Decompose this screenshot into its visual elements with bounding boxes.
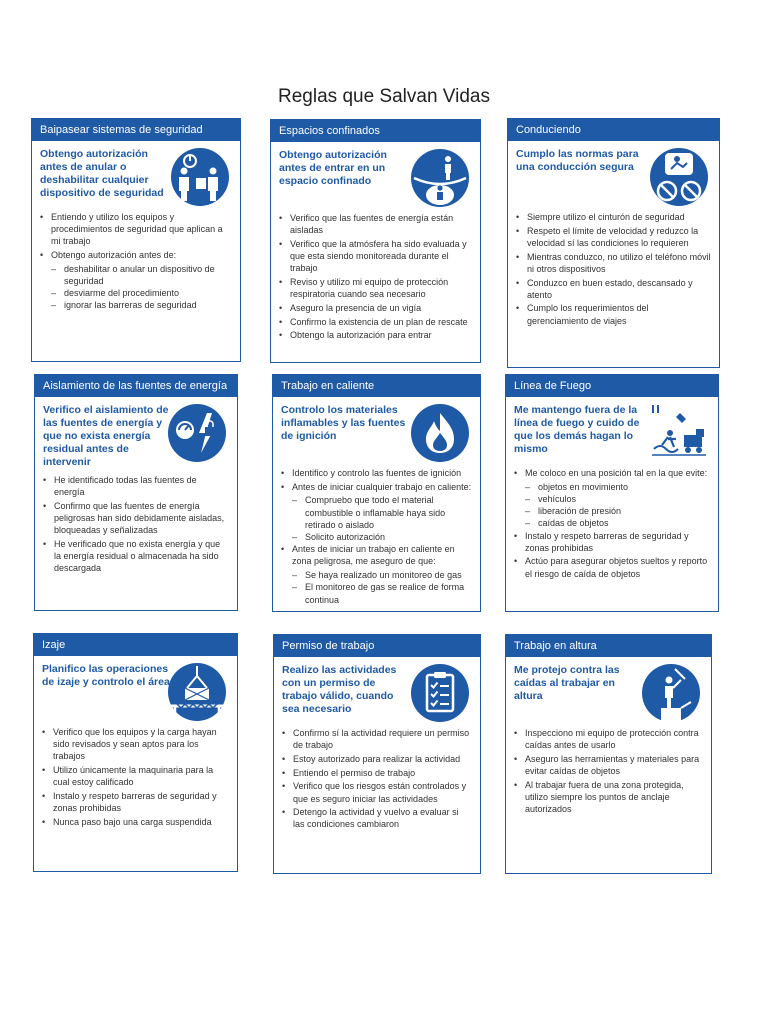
card-heading: Obtengo autorización antes de entrar en un espacio confinado <box>279 149 387 187</box>
crane-load-icon <box>167 662 227 722</box>
card-heading: Verifico el aislamiento de las fuentes de energía y que no exista energía residual antes de intervenir <box>43 404 169 468</box>
rule-subitem: – Compruebo que todo el material combustible o inflamable haya sido retirado o aislado <box>281 494 472 531</box>
rule-item: • Utilizo únicamente la maquinaria para la cual estoy calificado <box>42 764 229 788</box>
card-header: Trabajo en caliente <box>273 375 480 397</box>
rule-card <box>273 634 481 874</box>
checklist-icon <box>410 663 470 723</box>
card-heading: Planifico las operaciones de izaje y controlo el área <box>42 663 170 688</box>
rule-item: • Cumplo los requerimientos del gerenciamiento de viajes <box>516 302 711 326</box>
card-top <box>506 397 718 462</box>
card-heading: Me mantengo fuera de la línea de fuego y cuido de que los demás hagan lo mismo <box>514 404 640 455</box>
rule-item: • Inspecciono mi equipo de protección contra caídas antes de usarlo <box>514 727 703 751</box>
card-top <box>32 141 240 206</box>
rule-item: • Confirmo que las fuentes de energía peligrosas han sido debidamente aisladas, bloqueadas y señalizadas <box>43 500 229 537</box>
rule-item: • Aseguro la presencia de un vigía <box>279 302 472 314</box>
rule-item: • Obtengo la autorización para entrar <box>279 329 472 341</box>
card-header: Conduciendo <box>508 119 719 141</box>
card-header: Izaje <box>34 634 237 656</box>
rule-item: • Al trabajar fuera de una zona protegida, utilizo siempre los puntos de anclaje autorizados <box>514 779 703 816</box>
rule-list <box>506 467 718 580</box>
rule-item: • Verifico que los equipos y la carga hayan sido revisados y sean aptos para los trabajos <box>42 726 229 763</box>
card-top <box>271 142 480 207</box>
rule-item: • He identificado todas las fuentes de energía <box>43 474 229 498</box>
rule-item: • He verificado que no exista energía y que la energía residual o almacenada ha sido descargada <box>43 538 229 575</box>
card-heading: Cumplo las normas para una conducción segura <box>516 148 639 173</box>
rule-item: • Nunca paso bajo una carga suspendida <box>42 816 229 828</box>
rule-item: • Antes de iniciar un trabajo en caliente en zona peligrosa, me aseguro de que: <box>281 543 472 567</box>
card-header: Permiso de trabajo <box>274 635 480 657</box>
rule-card <box>507 118 720 368</box>
card-heading: Realizo las actividades con un permiso de trabajo válido, cuando sea necesario <box>282 664 397 715</box>
card-header: Trabajo en altura <box>506 635 711 657</box>
rule-item: • Respeto el límite de velocidad y reduzco la velocidad sí las condiciones lo requieren <box>516 225 711 249</box>
rule-item: • Estoy autorizado para realizar la actividad <box>282 753 472 765</box>
card-heading: Controlo los materiales inflamables y las fuentes de ignición <box>281 404 406 442</box>
rule-item: • Conduzco en buen estado, descansado y atento <box>516 277 711 301</box>
rule-item: • Antes de iniciar cualquier trabajo en caliente: <box>281 481 472 493</box>
card-heading: Me protejo contra las caídas al trabajar en altura <box>514 664 620 702</box>
rule-list <box>508 211 719 327</box>
rule-item: • Identifico y controlo las fuentes de ignición <box>281 467 472 479</box>
rule-list <box>271 212 480 342</box>
rule-card <box>34 374 238 611</box>
rule-subitem: – objetos en movimiento <box>514 481 710 493</box>
rule-card <box>505 374 719 612</box>
rule-item: • Entiendo el permiso de trabajo <box>282 767 472 779</box>
flame-icon <box>410 403 470 463</box>
rule-subitem: – ignorar las barreras de seguridad <box>40 299 232 311</box>
rule-item: • Detengo la actividad y vuelvo a evaluar si las condiciones cambiaron <box>282 806 472 830</box>
rule-item: • Siempre utilizo el cinturón de seguridad <box>516 211 711 223</box>
rule-item: • Confirmo la existencia de un plan de rescate <box>279 316 472 328</box>
rule-list <box>35 474 237 575</box>
line-of-fire-icon <box>648 403 708 463</box>
rule-card <box>270 119 481 363</box>
card-top <box>274 657 480 722</box>
rule-item: • Entiendo y utilizo los equipos y procedimientos de seguridad que aplican a mi trabajo <box>40 211 232 248</box>
card-header: Línea de Fuego <box>506 375 718 397</box>
card-top <box>35 397 237 469</box>
card-header: Baipasear sistemas de seguridad <box>32 119 240 141</box>
rule-subitem: – liberación de presión <box>514 505 710 517</box>
rule-subitem: – vehículos <box>514 493 710 505</box>
rule-item: • Confirmo sí la actividad requiere un permiso de trabajo <box>282 727 472 751</box>
rule-item: • Me coloco en una posición tal en la que evite: <box>514 467 710 479</box>
rule-item: • Instalo y respeto barreras de seguridad y zonas prohibidas <box>514 530 710 554</box>
rule-item: • Reviso y utilizo mi equipo de protección respiratoria cuando sea necesario <box>279 276 472 300</box>
card-header: Aislamiento de las fuentes de energía <box>35 375 237 397</box>
rule-card <box>33 633 238 872</box>
card-top <box>508 141 719 206</box>
rule-item: • Verifico que la atmósfera ha sido evaluada y que esta siendo monitoreada durante el trabajo <box>279 238 472 275</box>
card-top <box>34 656 237 721</box>
rule-list <box>273 467 480 606</box>
rule-card <box>272 374 481 612</box>
card-top <box>506 657 711 722</box>
rule-item: • Actúo para asegurar objetos sueltos y reporto el riesgo de caída de objetos <box>514 555 710 579</box>
fall-protection-icon <box>641 663 701 723</box>
page-title: Reglas que Salvan Vidas <box>278 86 490 107</box>
rule-subitem: – deshabilitar o anular un dispositivo de seguridad <box>40 263 232 287</box>
rule-subitem: – Solicito autorización <box>281 531 472 543</box>
rule-list <box>32 211 240 312</box>
rule-card <box>31 118 241 362</box>
rule-item: • Verifico que las fuentes de energía están aisladas <box>279 212 472 236</box>
driver-icon <box>649 147 709 207</box>
card-header: Espacios confinados <box>271 120 480 142</box>
rule-list <box>506 727 711 815</box>
rule-list <box>34 726 237 828</box>
people-power-icon <box>170 147 230 207</box>
card-heading: Obtengo autorización antes de anular o deshabilitar cualquier dispositivo de seguridad <box>40 148 164 199</box>
card-top <box>273 397 480 462</box>
rule-item: • Aseguro las herramientas y materiales para evitar caídas de objetos <box>514 753 703 777</box>
confined-space-icon <box>410 148 470 208</box>
rule-subitem: – caídas de objetos <box>514 517 710 529</box>
rule-list <box>274 727 480 831</box>
rule-item: • Instalo y respeto barreras de seguridad y zonas prohibidas <box>42 790 229 814</box>
rule-item: • Verifico que los riesgos están controlados y que es seguro iniciar las actividades <box>282 780 472 804</box>
rule-item: • Obtengo autorización antes de: <box>40 249 232 261</box>
rule-item: • Mientras conduzco, no utilizo el teléfono móvil ni otros dispositivos <box>516 251 711 275</box>
rule-subitem: – El monitoreo de gas se realice de forma continua <box>281 581 472 605</box>
rule-subitem: – Se haya realizado un monitoreo de gas <box>281 569 472 581</box>
rule-subitem: – desviarme del procedimiento <box>40 287 232 299</box>
rule-card <box>505 634 712 874</box>
energy-isolation-icon <box>167 403 227 463</box>
